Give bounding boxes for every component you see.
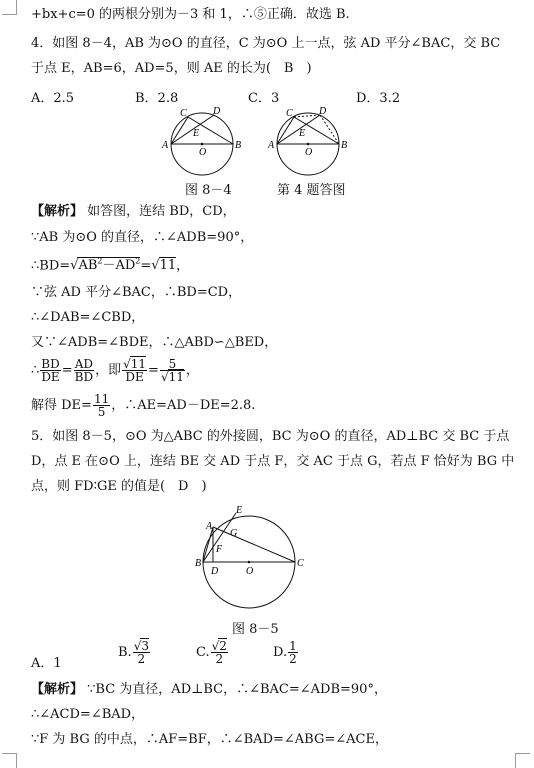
label-d: D xyxy=(213,106,221,117)
label-c: C xyxy=(286,108,293,119)
fraction-ad-bd: $\frac{AD}{BD}$ xyxy=(74,357,94,384)
label-b: B xyxy=(235,140,242,151)
label-d: D xyxy=(211,566,219,577)
q4-solution-line-7: ∴ $\frac{BD}{DE}$ = $\frac{AD}{BD}$ ，即 $\frac{√11}{DE}$ = $\frac{5}{√11}$ ， xyxy=(31,357,199,384)
q4-option-d: D．3.2 xyxy=(356,91,401,106)
fraction-bd-de: $\frac{BD}{DE}$ xyxy=(41,357,60,384)
label-a: A xyxy=(268,140,275,151)
q4-solution-line-2: ∵AB 为⊙O 的直径，∴∠ADB=90°， xyxy=(31,230,254,245)
crop-mark-bottom-left xyxy=(2,753,17,768)
q5-option-c: C. $\frac{√2}{2}$ xyxy=(196,639,227,666)
label-a: A xyxy=(162,140,169,151)
label-e: E xyxy=(193,128,200,139)
label-d: D xyxy=(319,106,327,117)
q5-stem-line-1: 5．如图 8－5，⊙O 为△ABC 的外接圆，BC 为⊙O 的直径，AD⊥BC 交 BC 于点 xyxy=(31,429,510,444)
q5-option-b: B. $\frac{√3}{2}$ xyxy=(118,639,149,666)
solution-tag: 【解析】 xyxy=(31,682,84,697)
q4-option-b: B．2.8 xyxy=(135,91,179,106)
figure-answer-4-caption: 第 4 题答图 xyxy=(277,183,346,198)
q5-stem-line-2: D，点 E 在⊙O 上，连结 BE 交 AD 于点 F，交 AC 于点 G，若点 F 恰好为 BG 中 xyxy=(31,454,515,469)
label-e: E xyxy=(236,505,243,516)
label-b: B xyxy=(195,558,202,569)
crop-mark-top-left xyxy=(2,0,17,15)
q5-solution-line-1: 【解析】 ∵BC 为直径，AD⊥BC，∴∠BAC=∠ADB=90°， xyxy=(31,682,387,697)
label-c: C xyxy=(297,558,304,569)
q4-option-a: A．2.5 xyxy=(31,91,75,106)
label-o: O xyxy=(246,566,254,577)
q4-option-c: C．3 xyxy=(248,91,280,106)
q5-stem-line-3: 点，则 FD∶GE 的值是( D ) xyxy=(31,479,207,494)
q4-solution-line-8: 解得 DE= $\frac{11}{5}$ ，∴AE=AD－DE=2.8. xyxy=(31,392,256,419)
q5-option-a: A．1 xyxy=(31,656,62,671)
solution-tag: 【解析】 xyxy=(31,204,84,219)
label-b: B xyxy=(341,140,348,151)
label-g: G xyxy=(230,528,238,539)
fraction-5-root11: $\frac{5}{√11}$ xyxy=(160,357,184,384)
label-o: O xyxy=(305,147,313,158)
label-c: C xyxy=(180,108,187,119)
q5-solution-line-3: ∵F 为 BG 的中点，∴AF=BF，∴∠BAD=∠ABG=∠ACE， xyxy=(31,732,388,747)
q5-option-d: D. $\frac{1}{2}$ xyxy=(273,639,297,666)
q4-solution-line-1: 【解析】 如答图，连结 BD，CD， xyxy=(31,204,236,219)
fraction-root11-de: $\frac{√11}{DE}$ xyxy=(123,357,147,384)
q4-solution-line-6: 又∵∠ADB=∠BDE，∴△ABD∽△BED， xyxy=(31,335,278,350)
crop-mark-bottom-right xyxy=(515,753,530,768)
figure-8-5-diagram xyxy=(196,500,312,612)
figure-8-5-caption: 图 8－5 xyxy=(232,622,279,637)
q4-solution-line-4: ∵弦 AD 平分∠BAC，∴BD=CD， xyxy=(31,285,242,300)
figure-8-4-diagram xyxy=(160,104,240,180)
q4-stem-line-1: 4．如图 8－4，AB 为⊙O 的直径，C 为⊙O 上一点，弦 AD 平分∠BAC，交 BC xyxy=(31,36,501,51)
figure-8-4-caption: 图 8－4 xyxy=(185,183,232,198)
label-o: O xyxy=(199,147,207,158)
q5-solution-line-2: ∴∠ACD=∠BAD， xyxy=(31,707,145,722)
figure-answer-4-diagram xyxy=(266,104,350,180)
q4-solution-line-5: ∴∠DAB=∠CBD， xyxy=(31,310,145,325)
q4-stem-line-2: 于点 E，AB=6，AD=5，则 AE 的长为( B ) xyxy=(31,61,312,76)
text-line-continuation: +bx+c=0 的两根分别为－3 和 1，∴⑤正确．故选 B. xyxy=(31,7,350,22)
label-f: F xyxy=(216,544,223,555)
q4-solution-line-3: $\therefore BD=√AB^2-AD^2=√11$， xyxy=(31,257,190,274)
fraction-11-5: $\frac{11}{5}$ xyxy=(93,392,110,419)
label-e: E xyxy=(299,128,306,139)
label-a: A xyxy=(206,521,213,532)
